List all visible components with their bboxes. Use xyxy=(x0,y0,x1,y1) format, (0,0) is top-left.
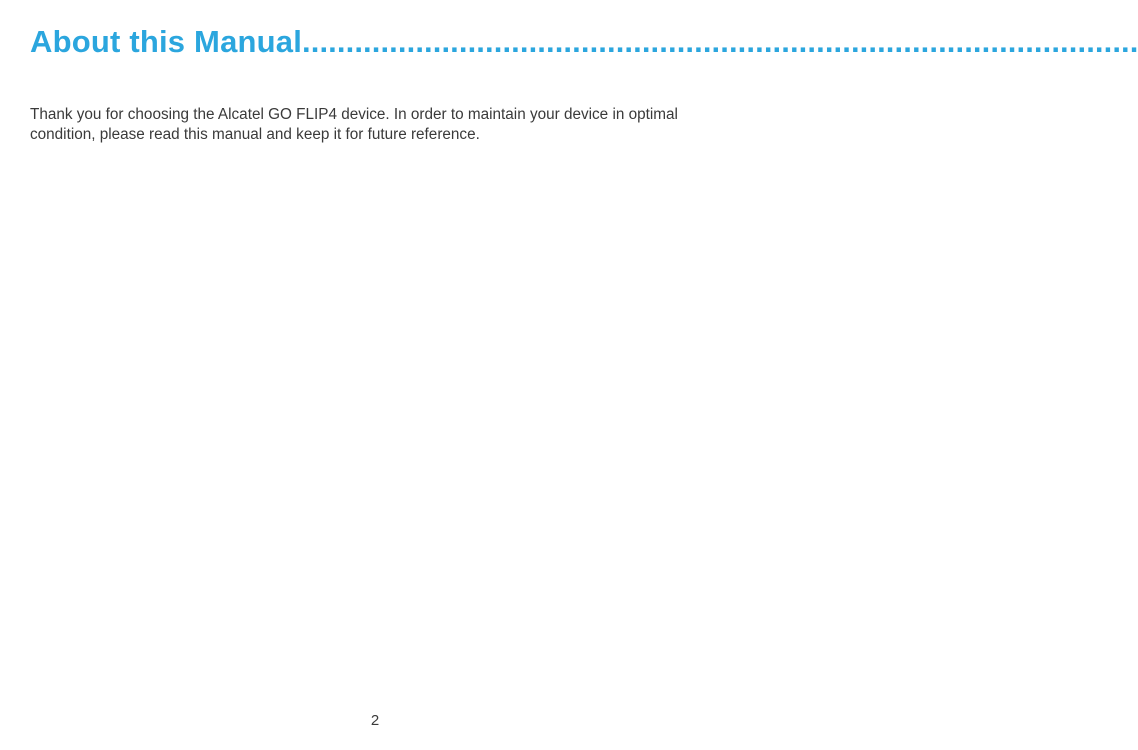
section-heading xyxy=(30,24,1138,66)
intro-paragraph: Thank you for choosing the Alcatel GO FLIP4 device. In order to maintain your device in optimal condition, please read this manual and keep it for future reference. xyxy=(30,106,678,144)
heading-title: About this Manual xyxy=(30,24,303,59)
heading-dot-leader: ................................................................................................ xyxy=(302,24,1138,59)
page-number: 2 xyxy=(370,712,380,729)
